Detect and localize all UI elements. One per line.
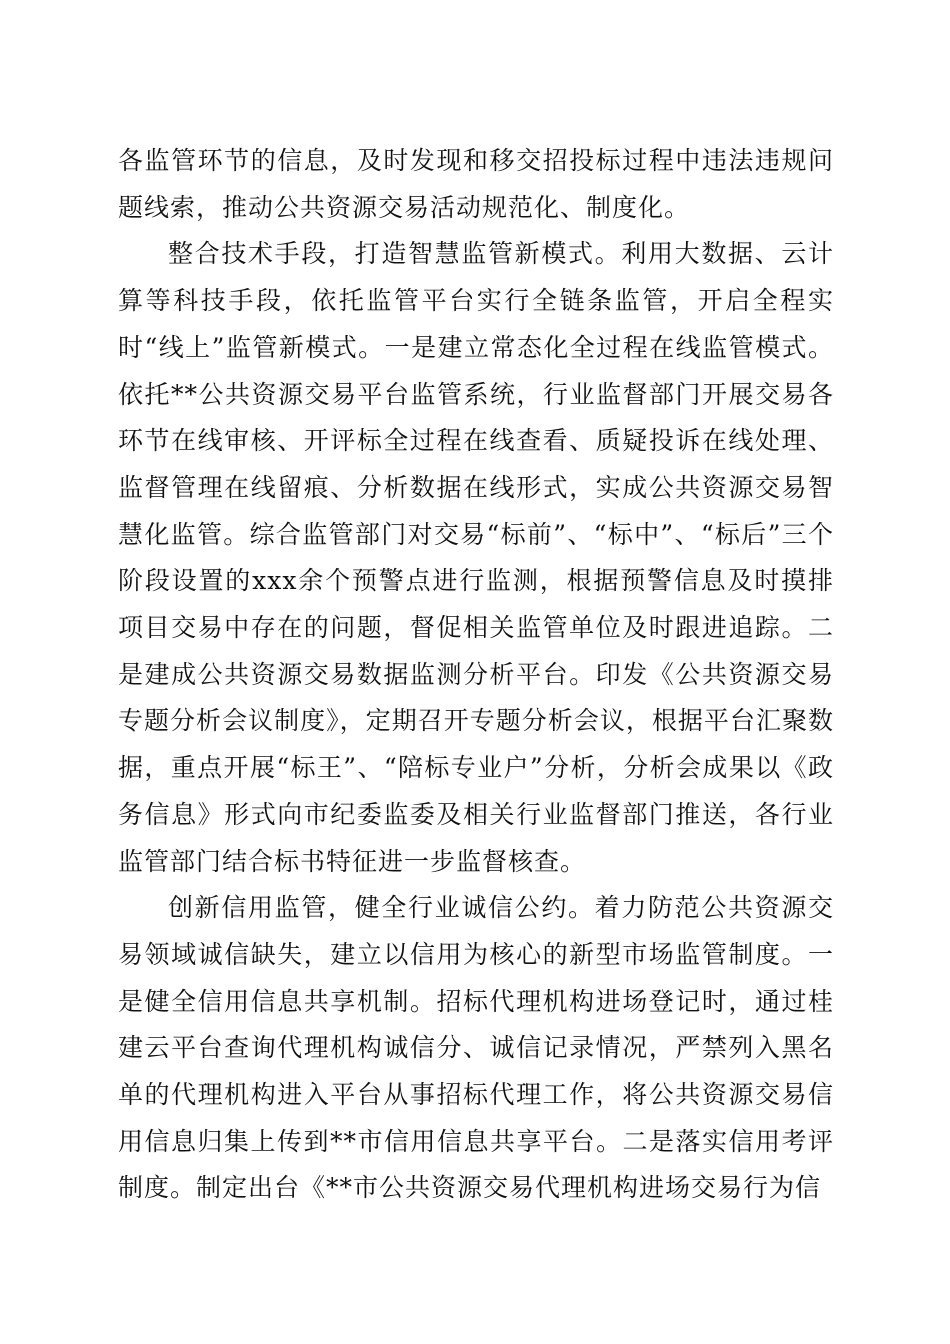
document-body bbox=[118, 138, 834, 1212]
paragraph-3: 创新信用监管，健全行业诚信公约。着力防范公共资源交易领域诚信缺失，建立以信用为核心的新型市场监管制度。一是健全信用信息共享机制。招标代理机构进场登记时，通过桂建云平台查询代理机构诚信分、诚信记录情况，严禁列入黑名单的代理机构进入平台从事招标代理工作，将公共资源交易信用信息归集上传到**市信用信息共享平台。二是落实信用考评制度。制定出台《**市公共资源交易代理机构进场交易行为信 bbox=[118, 893, 834, 1203]
paragraph-1: 各监管环节的信息，及时发现和移交招投标过程中违法违规问题线索，推动公共资源交易活动规范化、制度化。 bbox=[118, 146, 834, 222]
paragraph-2: 整合技术手段，打造智慧监管新模式。利用大数据、云计算等科技手段，依托监管平台实行全链条监管，开启全程实时“线上”监管新模式。一是建立常态化全过程在线监管模式。依托**公共资源交易平台监管系统，行业监督部门开展交易各环节在线审核、开评标全过程在线查看、质疑投诉在线处理、监督管理在线留痕、分析数据在线形式，实成公共资源交易智慧化监管。综合监管部门对交易“标前”、“标中”、“标后”三个阶段设置的xxx余个预警点进行监测，根据预警信息及时摸排项目交易中存在的问题，督促相关监管单位及时跟进追踪。二是建成公共资源交易数据监测分析平台。印发《公共资源交易专题分析会议制度》，定期召开专题分析会议，根据平台汇聚数据，重点开展“标王”、“陪标专业户”分析，分析会成果以《政务信息》形式向市纪委监委及相关行业监督部门推送，各行业监管部门结合标书特征进一步监督核查。 bbox=[118, 239, 834, 876]
